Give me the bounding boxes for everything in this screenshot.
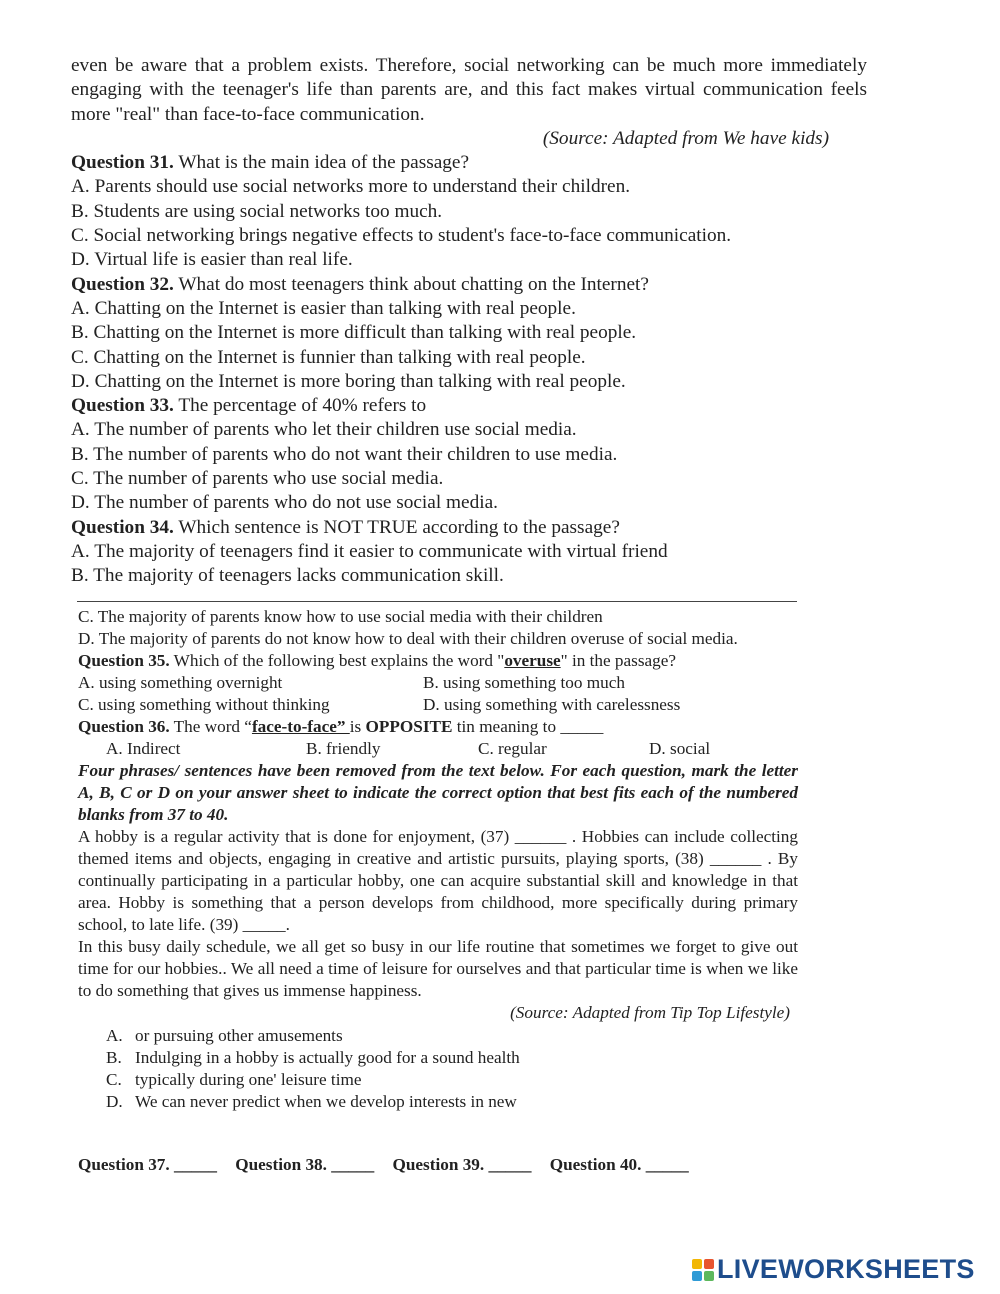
logo-square-1 [692, 1259, 702, 1269]
q31-option-b: B. Students are using social networks too much. [71, 200, 443, 222]
answer-line [78, 1155, 703, 1175]
answer-38[interactable]: Question 38. _____ [235, 1155, 375, 1174]
q36-option-a: A. Indirect [106, 739, 181, 758]
hobby-paragraph-1: A hobby is a regular activity that is done for enjoyment, (37) ______ . Hobbies can include collecting themed items and objects, engaging in creative and artistic pursuits, playing sports, (38) ______ . By continually participating in a particular hobby, one can acquire substantial skill and knowledge in that area. Hobby is something that a person develops from childhood, more specifically during primary school, to late life. (39) _____. [78, 827, 798, 934]
q36-option-b: B. friendly [306, 739, 381, 758]
q35-options-row-2 [78, 694, 798, 716]
q35-options-row-1 [78, 672, 798, 694]
intro-source: (Source: Adapted from We have kids) [542, 127, 829, 149]
gap-options [78, 1025, 798, 1113]
gap-option-d [106, 1091, 798, 1113]
page-divider [77, 601, 797, 602]
q31-text: What is the main idea of the passage? [173, 152, 470, 174]
gap-option-a-letter: A. [106, 1026, 123, 1045]
question-35 [78, 650, 798, 672]
lower-section [78, 606, 798, 1113]
liveworksheets-logo [692, 1254, 975, 1285]
logo-square-2 [704, 1259, 714, 1269]
q31-option-c: C. Social networking brings negative effects to student's face-to-face communication. [71, 225, 732, 247]
q35-text-after: " in the passage? [560, 651, 677, 670]
q33-option-b: B. The number of parents who do not want their children to use media. [71, 443, 618, 465]
gap-option-c-text: typically during one' leisure time [135, 1070, 362, 1089]
hobby-paragraph-2: In this busy daily schedule, we all get so busy in our life routine that sometimes we forget to give out time for our hobbies.. We all need a time of leisure for ourselves and that particular time is when we like to do something that gives us immense happiness. [78, 937, 798, 1000]
q35-word: overuse [504, 651, 561, 670]
q36-text-after: tin meaning to _____ [452, 717, 604, 736]
q36-option-d: D. social [649, 739, 711, 758]
q36-emph: OPPOSITE [365, 717, 453, 736]
q35-option-c: C. using something without thinking [78, 695, 330, 714]
upper-passage [71, 54, 867, 589]
answer-40[interactable]: Question 40. _____ [549, 1155, 689, 1174]
answer-39[interactable]: Question 39. _____ [392, 1155, 532, 1174]
q36-text-mid: is [349, 717, 366, 736]
q33-text: The percentage of 40% refers to [173, 395, 427, 417]
gap-option-b-text: Indulging in a hobby is actually good for a sound health [135, 1048, 520, 1067]
q32-text: What do most teenagers think about chatting on the Internet? [173, 273, 649, 295]
q36-options [78, 738, 798, 760]
gap-option-d-letter: D. [106, 1092, 123, 1111]
question-34 [71, 516, 867, 540]
q34-option-b: B. The majority of teenagers lacks communication skill. [71, 565, 504, 587]
q32-option-c: C. Chatting on the Internet is funnier than talking with real people. [71, 346, 586, 368]
q35-option-b: B. using something too much [423, 673, 625, 692]
q34-option-d: D. The majority of parents do not know how to deal with their children overuse of social media. [78, 629, 738, 648]
gap-option-b-letter: B. [106, 1048, 122, 1067]
q36-label: Question 36. [78, 717, 170, 736]
q35-option-d: D. using something with carelessness [423, 695, 681, 714]
gap-fill-instructions: Four phrases/ sentences have been removed from the text below. For each question, mark the letter A, B, C or D on your answer sheet to indicate the correct option that best fits each of the numbered blanks from 37 to 40. [78, 761, 798, 824]
q32-option-d: D. Chatting on the Internet is more boring than talking with real people. [71, 370, 626, 392]
q31-option-a: A. Parents should use social networks more to understand their children. [71, 176, 631, 198]
q31-label: Question 31. [71, 152, 174, 174]
q34-label: Question 34. [71, 516, 174, 538]
q33-option-a: A. The number of parents who let their children use social media. [71, 419, 577, 441]
gap-option-b [106, 1047, 798, 1069]
q32-label: Question 32. [71, 273, 174, 295]
question-36 [78, 716, 798, 738]
q31-option-d: D. Virtual life is easier than real life. [71, 249, 353, 271]
logo-square-4 [704, 1271, 714, 1281]
logo-square-3 [692, 1271, 702, 1281]
q33-option-c: C. The number of parents who use social media. [71, 468, 444, 490]
q35-label: Question 35. [78, 651, 170, 670]
liveworksheets-logo-text: LIVEWORKSHEETS [717, 1254, 975, 1284]
q36-word: face-to-face” [251, 717, 350, 736]
q33-label: Question 33. [71, 395, 174, 417]
question-32 [71, 273, 867, 297]
answer-37[interactable]: Question 37. _____ [78, 1155, 217, 1174]
liveworksheets-logo-icon [692, 1259, 714, 1281]
q34-option-a: A. The majority of teenagers find it easier to communicate with virtual friend [71, 540, 668, 562]
q36-option-c: C. regular [478, 739, 547, 758]
intro-paragraph: even be aware that a problem exists. Therefore, social networking can be much more immediately engaging with the teenager's life than parents are, and this fact makes virtual communication feels more "real" than face-to-face communication. [71, 55, 867, 125]
q35-option-a: A. using something overnight [78, 673, 283, 692]
q34-option-c: C. The majority of parents know how to use social media with their children [78, 607, 603, 626]
gap-option-c [106, 1069, 798, 1091]
hobby-source: (Source: Adapted from Tip Top Lifestyle) [510, 1003, 790, 1022]
q32-option-b: B. Chatting on the Internet is more difficult than talking with real people. [71, 322, 637, 344]
q36-text-before: The word “ [169, 717, 252, 736]
q33-option-d: D. The number of parents who do not use social media. [71, 492, 498, 514]
gap-option-a [106, 1025, 798, 1047]
q35-text-before: Which of the following best explains the word " [169, 651, 505, 670]
gap-option-d-text: We can never predict when we develop interests in new [135, 1092, 517, 1111]
gap-option-a-text: or pursuing other amusements [135, 1026, 343, 1045]
question-33 [71, 394, 867, 418]
q34-text: Which sentence is NOT TRUE according to the passage? [173, 516, 620, 538]
q32-option-a: A. Chatting on the Internet is easier than talking with real people. [71, 297, 576, 319]
gap-option-c-letter: C. [106, 1070, 122, 1089]
question-31 [71, 151, 867, 175]
